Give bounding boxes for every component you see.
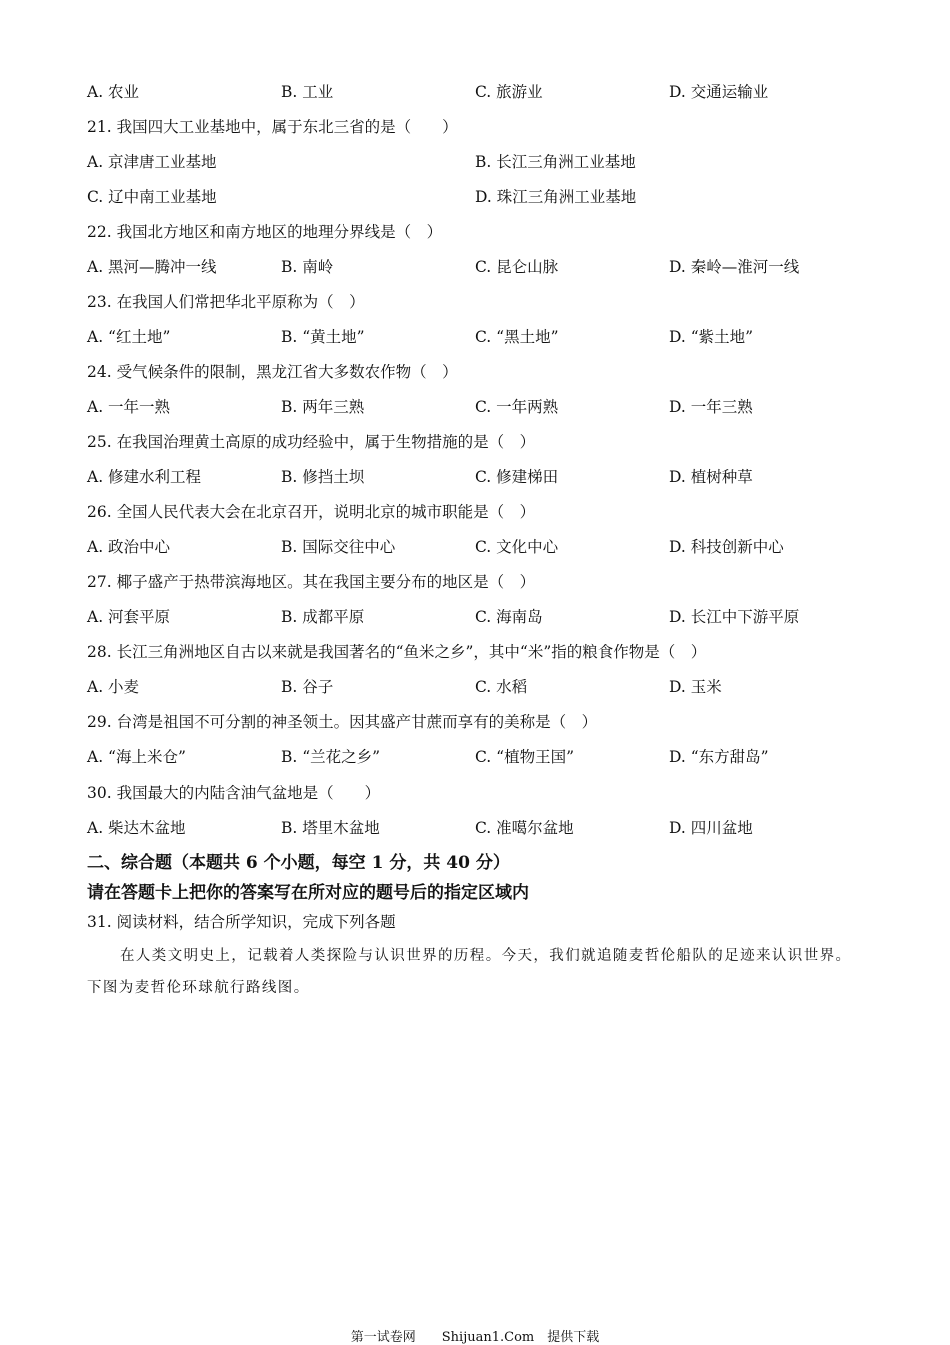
- option-c: C. 水稻: [475, 678, 528, 696]
- option-d: D. 交通运输业: [669, 83, 769, 101]
- question-stem: 28. 长江三角洲地区自古以来就是我国著名的“鱼米之乡”，其中“米”指的粮食作物是（ ）: [87, 643, 707, 661]
- question-stem: 23. 在我国人们常把华北平原称为（ ）: [87, 293, 365, 311]
- option-d: D. 植树种草: [669, 468, 753, 486]
- q20-options: [87, 82, 887, 102]
- option-a: A. 黑河—腾冲一线: [87, 258, 217, 276]
- option-b: B. 修挡土坝: [281, 468, 365, 486]
- option-b: B. “黄土地”: [281, 328, 365, 346]
- section-instruction: 请在答题卡上把你的答案写在所对应的题号后的指定区域内: [87, 883, 529, 903]
- option-b: B. “兰花之乡”: [281, 748, 381, 766]
- option-c: C. 昆仑山脉: [475, 258, 559, 276]
- option-c: C. 海南岛: [475, 608, 543, 626]
- option-a: A. “海上米仓”: [87, 748, 186, 766]
- reading-material: 在人类文明史上，记载着人类探险与认识世界的历程。今天，我们就追随麦哲伦船队的足迹来认识世界。下图为麦哲伦环球航行路线图。: [87, 948, 852, 996]
- option-a: A. 修建水利工程: [87, 468, 202, 486]
- question-stem: 21. 我国四大工业基地中，属于东北三省的是（ ）: [87, 118, 458, 136]
- question-options: [87, 187, 887, 207]
- option-b: B. 两年三熟: [281, 398, 365, 416]
- option-d: D. 一年三熟: [669, 398, 753, 416]
- question-stem: 22. 我国北方地区和南方地区的地理分界线是（ ）: [87, 223, 443, 241]
- question-stem: 24. 受气候条件的限制，黑龙江省大多数农作物（ ）: [87, 363, 458, 381]
- option-c: C. “植物王国”: [475, 748, 575, 766]
- option-d: D. 珠江三角洲工业基地: [475, 188, 637, 206]
- question-options: [87, 152, 887, 172]
- option-a: A. 政治中心: [87, 538, 171, 556]
- option-c: C. 修建梯田: [475, 468, 559, 486]
- option-b: B. 成都平原: [281, 608, 365, 626]
- option-d: D. 科技创新中心: [669, 538, 784, 556]
- question-options: [87, 257, 887, 277]
- option-a: A. 小麦: [87, 678, 140, 696]
- option-b: B. 国际交往中心: [281, 538, 396, 556]
- option-b: B. 谷子: [281, 678, 334, 696]
- question-stem: 30. 我国最大的内陆含油气盆地是（ ）: [87, 784, 381, 802]
- option-c: C. 文化中心: [475, 538, 559, 556]
- option-b: B. 塔里木盆地: [281, 819, 380, 837]
- question-options: [87, 397, 887, 417]
- option-a: A. 一年一熟: [87, 398, 171, 416]
- question-stem: 25. 在我国治理黄土高原的成功经验中，属于生物措施的是（ ）: [87, 433, 536, 451]
- option-c: C. 旅游业: [475, 83, 543, 101]
- option-d: D. 长江中下游平原: [669, 608, 800, 626]
- option-d: D. 秦岭—淮河一线: [669, 258, 800, 276]
- question-options: [87, 747, 887, 767]
- question-stem: 27. 椰子盛产于热带滨海地区。其在我国主要分布的地区是（ ）: [87, 573, 536, 591]
- question-options: [87, 818, 887, 838]
- option-b: B. 长江三角洲工业基地: [475, 153, 636, 171]
- option-a: A. 农业: [87, 83, 140, 101]
- question-options: [87, 607, 887, 627]
- option-c: C. 一年两熟: [475, 398, 559, 416]
- question-stem: 31. 阅读材料，结合所学知识，完成下列各题: [87, 913, 396, 931]
- option-a: A. 河套平原: [87, 608, 171, 626]
- question-options: [87, 537, 887, 557]
- option-d: D. “紫土地”: [669, 328, 754, 346]
- option-a: A. 柴达木盆地: [87, 819, 186, 837]
- option-d: D. “东方甜岛”: [669, 748, 769, 766]
- question-stem: 29. 台湾是祖国不可分割的神圣领土。因其盛产甘蔗而享有的美称是（ ）: [87, 713, 598, 731]
- option-a: A. 京津唐工业基地: [87, 153, 217, 171]
- question-options: [87, 327, 887, 347]
- question-options: [87, 467, 887, 487]
- option-c: C. 辽中南工业基地: [87, 188, 217, 206]
- option-a: A. “红土地”: [87, 328, 171, 346]
- question-stem: 26. 全国人民代表大会在北京召开，说明北京的城市职能是（ ）: [87, 503, 536, 521]
- option-d: D. 四川盆地: [669, 819, 753, 837]
- option-d: D. 玉米: [669, 678, 722, 696]
- question-options: [87, 677, 887, 697]
- option-c: C. “黑土地”: [475, 328, 559, 346]
- option-b: B. 工业: [281, 83, 334, 101]
- section-heading: 二、综合题（本题共 6 个小题，每空 1 分，共 40 分）: [87, 853, 510, 873]
- option-b: B. 南岭: [281, 258, 334, 276]
- footer-credit: 第一试卷网 Shijuan1.Com 提供下载: [350, 1330, 600, 1345]
- option-c: C. 准噶尔盆地: [475, 819, 574, 837]
